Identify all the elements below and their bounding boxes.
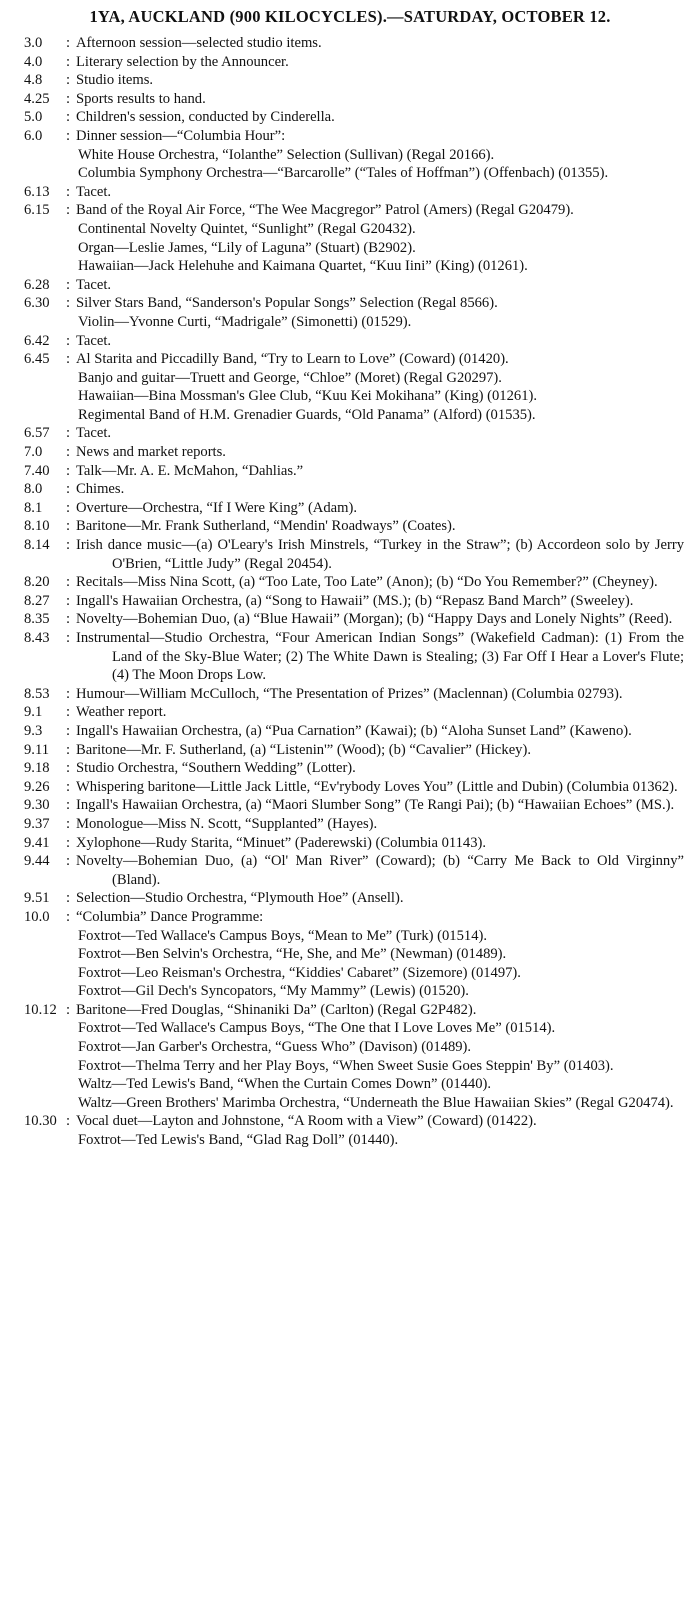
entry-text: Selection—Studio Orchestra, “Plymouth Hoe” (Ansell). [76,890,404,907]
entry-text: Literary selection by the Announcer. [76,53,289,70]
programme-entry [0,71,700,90]
entry-text: Afternoon session—selected studio items. [76,35,322,51]
programme-entry [0,610,700,629]
page-title: 1YA, AUCKLAND (900 KILOCYCLES).—SATURDAY, OCTOBER 12. [89,7,611,26]
entry-text: Hawaiian—Jack Helehuhe and Kaimana Quartet, “Kuu Iini” (King) (01261). [78,258,528,275]
entry-text: Children's session, conducted by Cinderella. [76,109,335,126]
programme-sub-item [0,257,700,276]
programme-sub-item [0,964,700,983]
programme-entry [0,834,700,853]
entry-text: Regimental Band of H.M. Grenadier Guards, “Old Panama” (Alford) (01535). [78,406,536,423]
programme-entry [0,462,700,481]
programme-entry [0,1112,700,1131]
entry-time: 8.20 : [24,574,71,591]
entry-time: 4.25 : [24,90,71,107]
programme-entry [0,90,700,109]
entry-time: 9.41 : [24,834,71,851]
entry-time: 10.0 : [24,908,71,925]
entry-text: Organ—Leslie James, “Lily of Laguna” (Stuart) (B2902). [78,239,416,256]
programme-entry [0,815,700,834]
entry-text: Humour—William McCulloch, “The Presentation of Prizes” (Maclennan) (Columbia 02793). [76,685,623,702]
entry-text: Continental Novelty Quintet, “Sunlight” (Regal G20432). [78,220,416,237]
entry-time: 6.57 : [24,425,71,442]
programme-entry [0,350,700,369]
entry-text: Banjo and guitar—Truett and George, “Chloe” (Moret) (Regal G20297). [78,369,502,386]
programme-entry [0,741,700,760]
entry-time: 6.42 : [24,332,71,349]
programme-sub-item [0,387,700,406]
programme-entry [0,499,700,518]
programme-sub-item [0,220,700,239]
entry-text: Ingall's Hawaiian Orchestra, (a) “Maori Slumber Song” (Te Rangi Pai); (b) “Hawaiian Echoes” (MS.). [76,797,675,814]
programme-sub-item [0,982,700,1001]
entry-text: Foxtrot—Ted Wallace's Campus Boys, “The One that I Love Loves Me” (01514). [78,1020,556,1037]
entry-text: Waltz—Green Brothers' Marimba Orchestra, “Underneath the Blue Hawaiian Skies” (Regal G20474). [78,1094,674,1111]
programme-sub-item [0,1131,700,1150]
programme-list [0,34,700,1150]
entry-time: 10.12 : [24,1001,71,1018]
entry-time: 9.26 : [24,778,71,795]
entry-time: 5.0 : [24,109,71,126]
entry-text: Weather report. [76,704,167,721]
programme-entry [0,536,700,573]
programme-entry [0,759,700,778]
programme-entry [0,796,700,815]
programme-entry [0,1001,700,1020]
programme-sub-item [0,239,700,258]
programme-entry [0,685,700,704]
entry-text: Foxtrot—Thelma Terry and her Play Boys, “When Sweet Susie Goes Steppin' By” (01403). [78,1057,614,1074]
entry-text: Foxtrot—Ted Lewis's Band, “Glad Rag Doll” (01440). [78,1132,399,1149]
entry-text: Foxtrot—Leo Reisman's Orchestra, “Kiddies' Cabaret” (Sizemore) (01497). [78,964,521,981]
entry-time: 10.30 : [24,1113,71,1130]
entry-text: Baritone—Mr. F. Sutherland, (a) “Listenin'” (Wood); (b) “Cavalier” (Hickey). [76,741,531,758]
programme-sub-item [0,1075,700,1094]
entry-time: 4.0 : [24,53,71,70]
programme-entry [0,480,700,499]
programme-sub-item [0,927,700,946]
entry-time: 7.0 : [24,444,71,461]
entry-text: Foxtrot—Ben Selvin's Orchestra, “He, She, and Me” (Newman) (01489). [78,946,507,963]
programme-entry [0,332,700,351]
programme-entry [0,294,700,313]
entry-time: 9.30 : [24,797,71,814]
entry-text: Studio Orchestra, “Southern Wedding” (Lotter). [76,760,356,777]
entry-text: News and market reports. [76,444,226,461]
entry-text: Monologue—Miss N. Scott, “Supplanted” (Hayes). [76,815,378,832]
entry-time: 6.30 : [24,295,71,312]
entry-time: 8.14 : [24,537,71,554]
programme-entry [0,53,700,72]
entry-text: Chimes. [76,481,125,498]
entry-time: 6.13 : [24,183,71,200]
entry-time: 3.0 : [24,35,71,51]
entry-text: Novelty—Bohemian Duo, (a) “Blue Hawaii” (Morgan); (b) “Happy Days and Lonely Nights” (Reed). [76,611,673,628]
entry-time: 6.15 : [24,202,71,219]
entry-text: Tacet. [76,183,112,200]
programme-sub-item [0,945,700,964]
entry-text: Irish dance music—(a) O'Leary's Irish Minstrels, “Turkey in the Straw”; (b) Accordeon solo by Jerry O'Brien, “Little Judy” (Regal 20454). [76,537,684,572]
programme-entry [0,443,700,462]
entry-text: Tacet. [76,276,112,293]
programme-entry [0,127,700,146]
entry-text: White House Orchestra, “Iolanthe” Selection (Sullivan) (Regal 20166). [78,146,495,163]
programme-entry [0,722,700,741]
entry-text: Ingall's Hawaiian Orchestra, (a) “Pua Carnation” (Kawai); (b) “Aloha Sunset Land” (Kaweno). [76,722,632,739]
entry-time: 4.8 : [24,72,71,89]
entry-time: 9.44 : [24,853,71,870]
programme-sub-item [0,313,700,332]
programme-sub-item [0,1019,700,1038]
programme-sub-item [0,406,700,425]
entry-text: Tacet. [76,332,112,349]
entry-text: Xylophone—Rudy Starita, “Minuet” (Paderewski) (Columbia 01143). [76,834,487,851]
entry-time: 9.51 : [24,890,71,907]
programme-sub-item [0,146,700,165]
entry-text: Novelty—Bohemian Duo, (a) “Ol' Man River” (Coward); (b) “Carry Me Back to Old Virginny” (Bland). [76,853,684,888]
entry-text: Foxtrot—Jan Garber's Orchestra, “Guess Who” (Davison) (01489). [78,1039,472,1056]
entry-text: Tacet. [76,425,112,442]
entry-text: Whispering baritone—Little Jack Little, “Ev'rybody Loves You” (Little and Dubin) (Columbia 01362). [76,778,678,795]
entry-time: 8.10 : [24,518,71,535]
entry-time: 8.35 : [24,611,71,628]
entry-time: 7.40 : [24,462,71,479]
entry-text: Silver Stars Band, “Sanderson's Popular Songs” Selection (Regal 8566). [76,295,498,312]
programme-entry [0,629,700,685]
entry-text: Violin—Yvonne Curti, “Madrigale” (Simonetti) (01529). [78,313,412,330]
entry-text: Columbia Symphony Orchestra—“Barcarolle” (“Tales of Hoffman”) (Offenbach) (01355). [78,165,609,182]
programme-sub-item [0,1038,700,1057]
programme-entry [0,908,700,927]
programme-sub-item [0,1057,700,1076]
programme-entry [0,201,700,220]
entry-text: Overture—Orchestra, “If I Were King” (Adam). [76,499,357,516]
programme-entry [0,592,700,611]
entry-text: Vocal duet—Layton and Johnstone, “A Room with a View” (Coward) (01422). [76,1113,537,1130]
entry-time: 9.11 : [24,741,71,758]
entry-text: Sports results to hand. [76,90,206,107]
programme-entry [0,852,700,889]
entry-text: Foxtrot—Ted Wallace's Campus Boys, “Mean to Me” (Turk) (01514). [78,927,488,944]
entry-text: Recitals—Miss Nina Scott, (a) “Too Late, Too Late” (Anon); (b) “Do You Remember?” (Cheyney). [76,574,658,591]
programme-entry [0,889,700,908]
entry-time: 8.43 : [24,630,71,646]
programme-sub-item [0,1094,700,1113]
entry-time: 8.27 : [24,592,71,609]
entry-time: 9.3 : [24,722,71,739]
entry-time: 6.28 : [24,276,71,293]
programme-sub-item [0,369,700,388]
entry-time: 8.0 : [24,481,71,498]
entry-time: 9.37 : [24,815,71,832]
entry-text: Baritone—Fred Douglas, “Shinaniki Da” (Carlton) (Regal G2P482). [76,1001,477,1018]
entry-time: 8.1 : [24,499,71,516]
programme-entry [0,703,700,722]
entry-text: Dinner session—“Columbia Hour”: [76,127,286,144]
entry-text: Studio items. [76,72,154,89]
programme-sub-item [0,164,700,183]
entry-text: Foxtrot—Gil Dech's Syncopators, “My Mammy” (Lewis) (01520). [78,983,469,1000]
programme-entry [0,108,700,127]
programme-entry [0,573,700,592]
entry-text: Waltz—Ted Lewis's Band, “When the Curtain Comes Down” (01440). [78,1076,492,1093]
entry-time: 9.1 : [24,704,71,721]
entry-text: Talk—Mr. A. E. McMahon, “Dahlias.” [76,462,304,479]
entry-text: Ingall's Hawaiian Orchestra, (a) “Song to Hawaii” (MS.); (b) “Repasz Band March” (Sweeley). [76,592,634,609]
programme-entry [0,424,700,443]
entry-text: Baritone—Mr. Frank Sutherland, “Mendin' Roadways” (Coates). [76,518,456,535]
entry-text: Band of the Royal Air Force, “The Wee Macgregor” Patrol (Amers) (Regal G20479). [76,202,574,219]
programme-entry [0,183,700,202]
programme-entry [0,778,700,797]
entry-time: 6.0 : [24,127,71,144]
entry-text: Instrumental—Studio Orchestra, “Four American Indian Songs” (Wakefield Cadman): (1) From the Land of the Sky-Blue Water; (2) The White Dawn is Stealing; (3) Far Off I Hear a Lover's Flute; (4) The Moon Drops Low. [76,630,684,684]
entry-time: 8.53 : [24,685,71,702]
entry-text: “Columbia” Dance Programme: [76,908,264,925]
entry-text: Hawaiian—Bina Mossman's Glee Club, “Kuu Kei Mokihana” (King) (01261). [78,388,537,405]
entry-text: Al Starita and Piccadilly Band, “Try to Learn to Love” (Coward) (01420). [76,351,509,368]
entry-time: 6.45 : [24,351,71,368]
programme-entry [0,34,700,53]
entry-time: 9.18 : [24,760,71,777]
programme-entry [0,276,700,295]
programme-entry [0,517,700,536]
